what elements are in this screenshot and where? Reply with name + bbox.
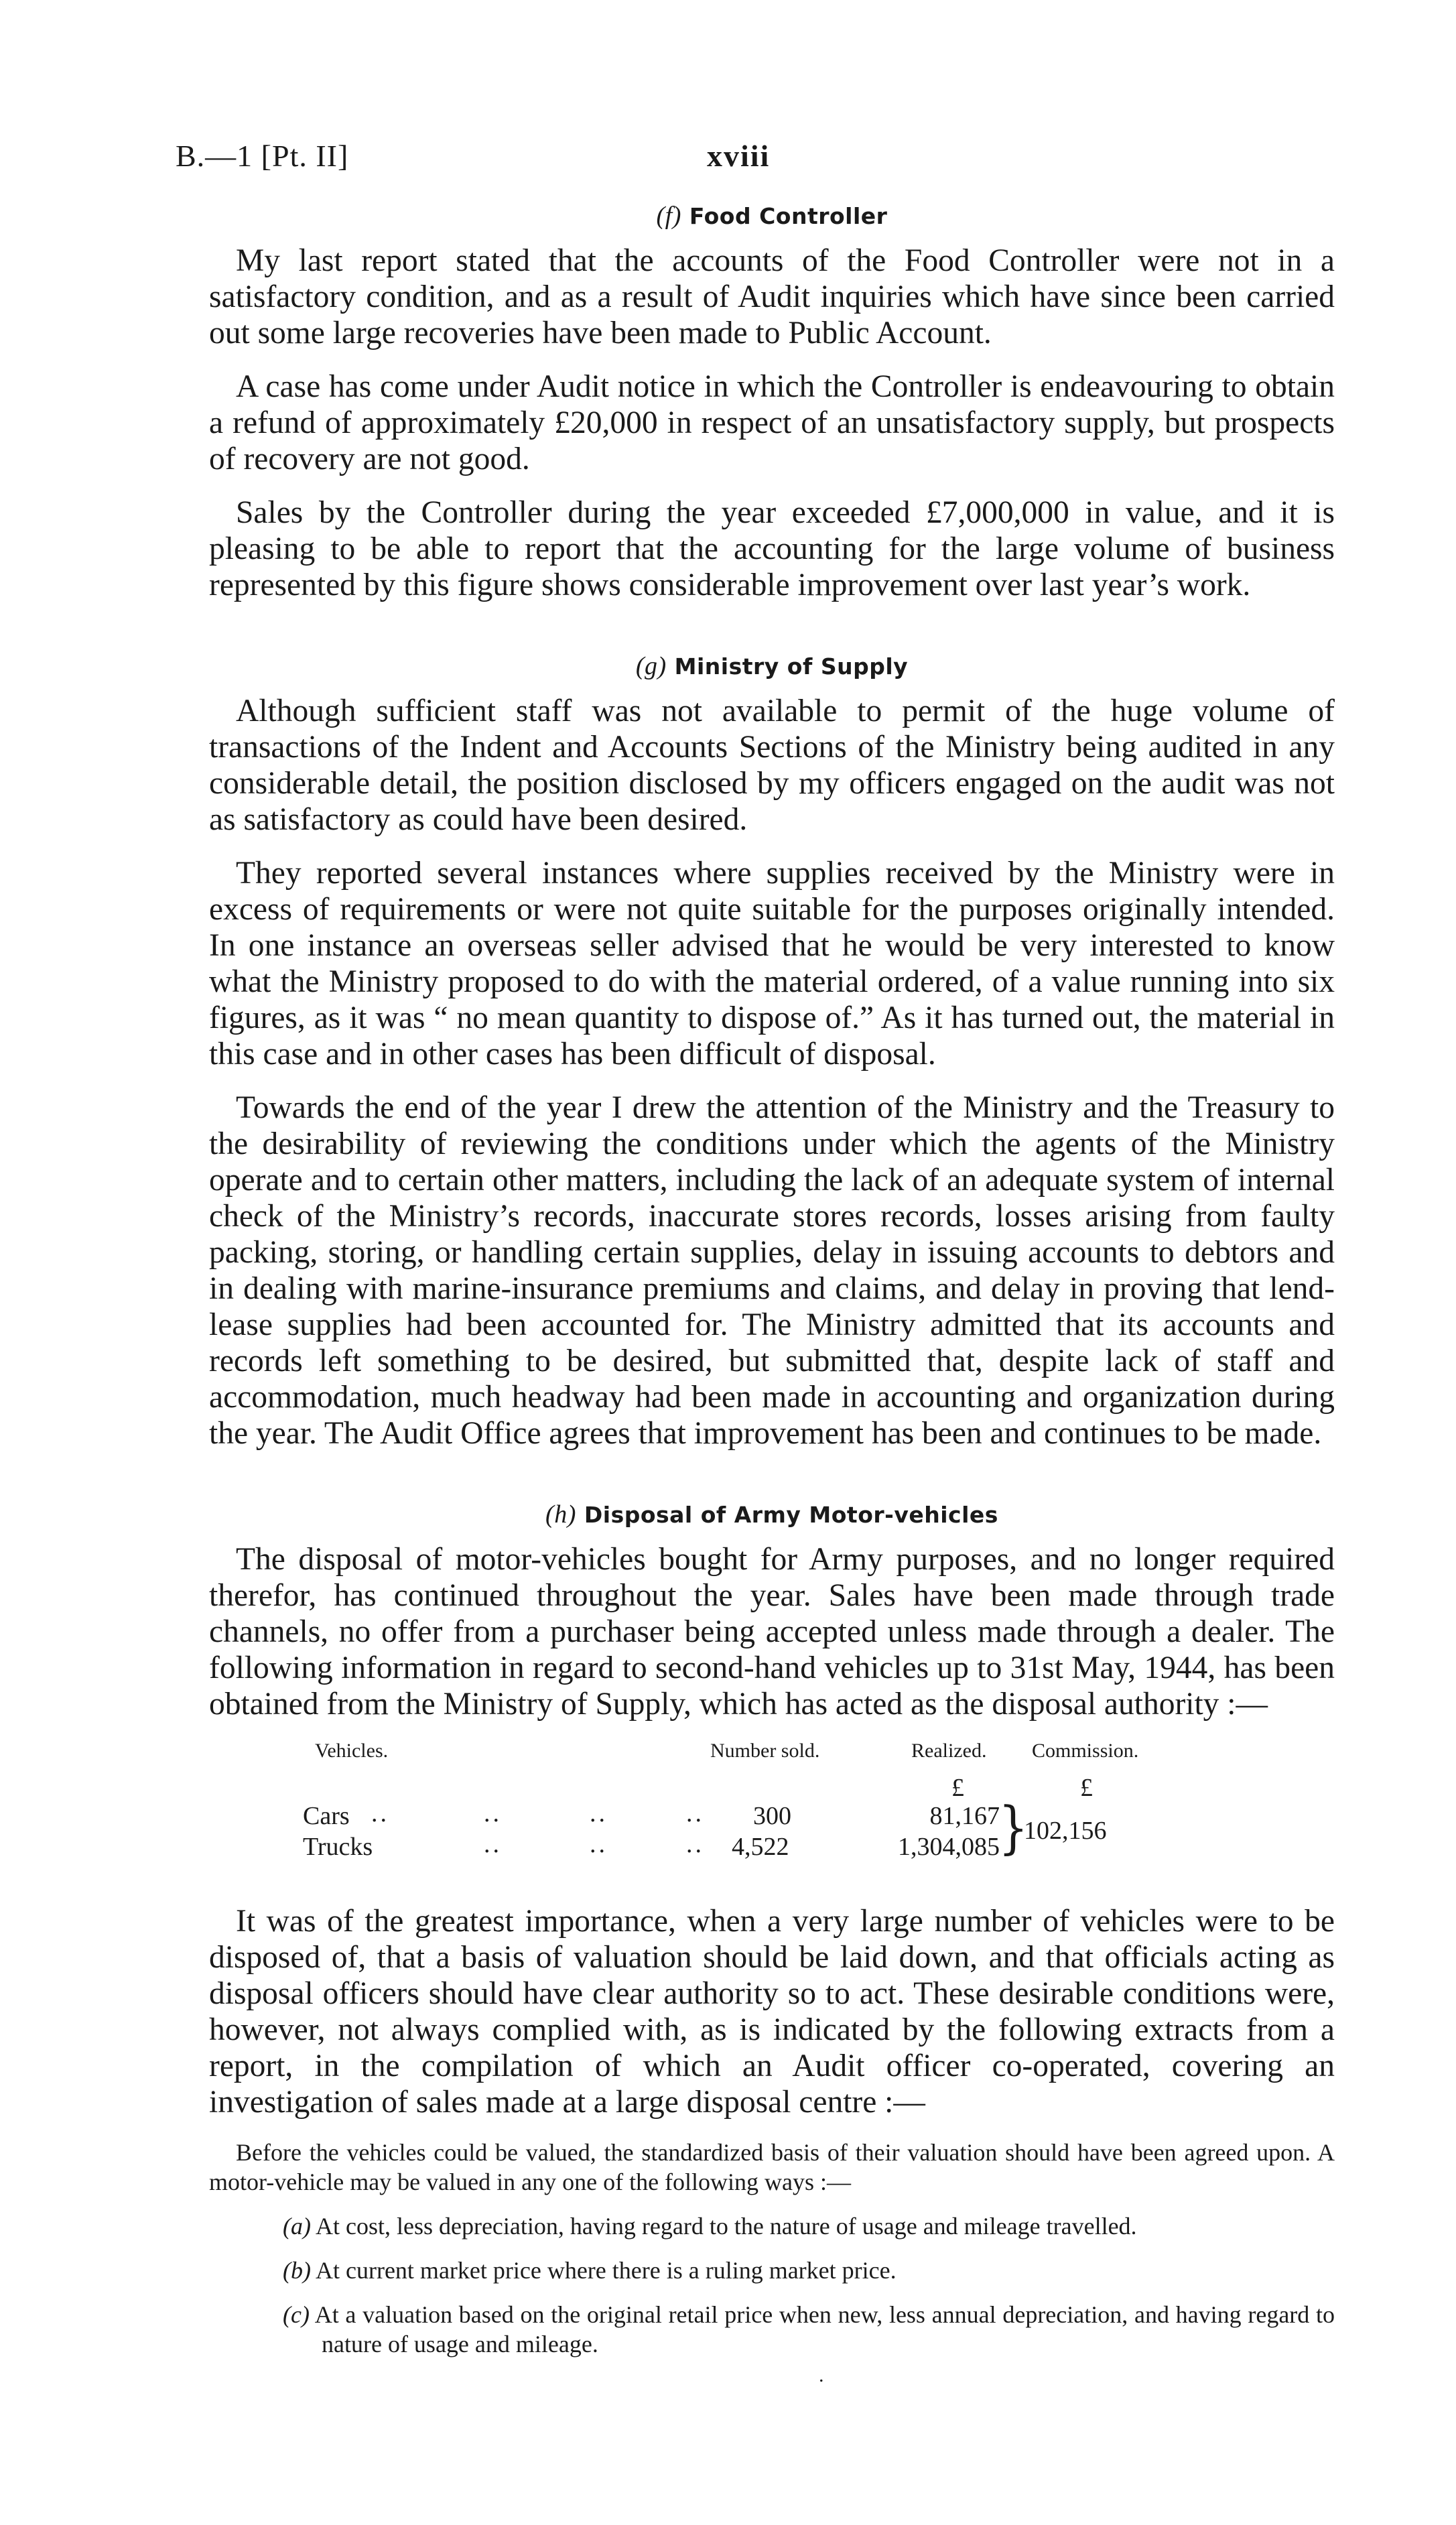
currency-realized: £ (951, 1774, 964, 1802)
paragraph: The disposal of motor-vehicles bought for Army purposes, and no longer required therefor, has continued throughout the year. Sales have been made through trade channels, no offer from a purchaser being accepted unless made through a dealer. The following information in regard to second-hand vehicles up to 31st May, 1944, has been obtained from the Ministry of Supply, which has acted as the disposal authority :— (209, 1542, 1335, 1722)
header-number-sold: Number sold. (710, 1740, 820, 1762)
section-title: Food Controller (689, 203, 888, 229)
leader-dots: .. (484, 1830, 502, 1858)
section-title: Disposal of Army Motor-vehicles (584, 1502, 998, 1528)
section-heading-food-controller (209, 201, 1335, 231)
row-label-cars: Cars (303, 1802, 350, 1830)
paragraph: Towards the end of the year I drew the attention of the Ministry and the Treasury to the desirability of reviewing the conditions under which the agents of the Ministry operate and to certain other matters, including the lack of an adequate system of internal check of the Ministry’s records, inaccurate stores records, losses arising from faulty packing, storing, or handling certain supplies, delay in issuing accounts to debtors and in dealing with marine-insurance premiums and claims, and delay in proving that lend-lease supplies had been accounted for. The Ministry admitted that its accounts and records left something to be desired, but submitted that, despite lack of staff and accommodation, much headway had been made in accounting and organization during the year. The Audit Office agrees that improvement has been and continues to be made. (209, 1090, 1335, 1451)
list-letter: (b) (283, 2257, 311, 2284)
paragraph: Although sufficient staff was not available to permit of the huge volume of transactions of the Indent and Accounts Sections of the Ministry being audited in any considerable detail, the position disclosed by my officers engaged on the audit was not as satisfactory as could have been desired. (209, 694, 1335, 837)
quoted-extract: Before the vehicles could be valued, the standardized basis of their valuation should have been agreed upon. A motor-vehicle may be valued in any one of the following ways :— (209, 2139, 1335, 2195)
currency-commission: £ (1080, 1774, 1093, 1802)
leader-dots: .. (484, 1799, 502, 1827)
quote-list-item-c (209, 2300, 1335, 2359)
cell-combined-commission: 102,156 (1024, 1817, 1107, 1845)
leader-dots: .. (590, 1799, 608, 1827)
list-text: At cost, less depreciation, having regard to the nature of usage and mileage travelled. (316, 2213, 1137, 2240)
header-commission: Commission. (1032, 1740, 1139, 1762)
section-title: Ministry of Supply (674, 653, 909, 679)
list-text: At current market price where there is a ruling market price. (316, 2257, 897, 2284)
leader-dots: .. (590, 1830, 608, 1858)
quote-list-item-b (209, 2256, 1335, 2285)
header-realized: Realized. (911, 1740, 987, 1762)
section-letter: (f) (656, 202, 681, 230)
page-content (209, 201, 1335, 2374)
section-letter: (g) (635, 652, 667, 680)
row-label-trucks: Trucks (303, 1833, 373, 1861)
list-text: At a valuation based on the original retail price when new, less annual depreciation, and having regard to nature of usage and mileage. (314, 2301, 1335, 2357)
paragraph: It was of the greatest importance, when a very large number of vehicles were to be disposed of, that a basis of valuation should be laid down, and that officials acting as disposal officers should have clear authority so to act. These desirable conditions were, however, not always complied with, as is indicated by the following extracts from a report, in the compilation of which an Audit officer co-operated, covering an investigation of sales made at a large disposal centre :— (209, 1904, 1335, 2120)
footer-mark: . (819, 2364, 824, 2386)
page-number: xviii (707, 139, 771, 173)
section-reference: B.—1 [Pt. II] (176, 139, 349, 173)
paragraph: They reported several instances where supplies received by the Ministry were in excess of requirements or were not quite suitable for the purposes originally intended. In one instance an overseas seller advised that he would be very interested to know what the Ministry proposed to do with the material ordered, of a value running into six figures, as it was “ no mean quantity to dispose of.” As it has turned out, the material in this case and in other cases has been difficult of disposal. (209, 856, 1335, 1072)
leader-dots: .. (686, 1799, 704, 1827)
paragraph: Sales by the Controller during the year exceeded £7,000,000 in value, and it is pleasing to be able to report that the accounting for the large volume of business represented by this figure shows considerable improvement over last year’s work. (209, 495, 1335, 602)
leader-dots: .. (371, 1799, 389, 1827)
brace-symbol: } (998, 1794, 1029, 1861)
cell-realized: 1,304,085 (898, 1833, 1000, 1861)
cell-number-sold: 4,522 (732, 1833, 789, 1861)
paragraph: A case has come under Audit notice in which the Controller is endeavouring to obtain a refund of approximately £20,000 in respect of an unsatisfactory supply, but prospects of recovery are not good. (209, 369, 1335, 476)
vehicles-sales-table (209, 1740, 1335, 1874)
list-letter: (a) (283, 2213, 311, 2240)
section-heading-ministry-of-supply (209, 651, 1335, 681)
section-heading-army-motor-vehicles (209, 1500, 1335, 1529)
quote-list-item-a (209, 2211, 1335, 2241)
leader-dots: .. (686, 1830, 704, 1858)
paragraph: My last report stated that the accounts of the Food Controller were not in a satisfactory condition, and as a result of Audit inquiries which have since been carried out some large recoveries have been made to Public Account. (209, 243, 1335, 350)
header-vehicles: Vehicles. (315, 1740, 389, 1762)
list-letter: (c) (283, 2301, 310, 2328)
cell-realized: 81,167 (929, 1802, 1000, 1830)
cell-number-sold: 300 (753, 1802, 791, 1830)
section-letter: (h) (545, 1500, 576, 1529)
